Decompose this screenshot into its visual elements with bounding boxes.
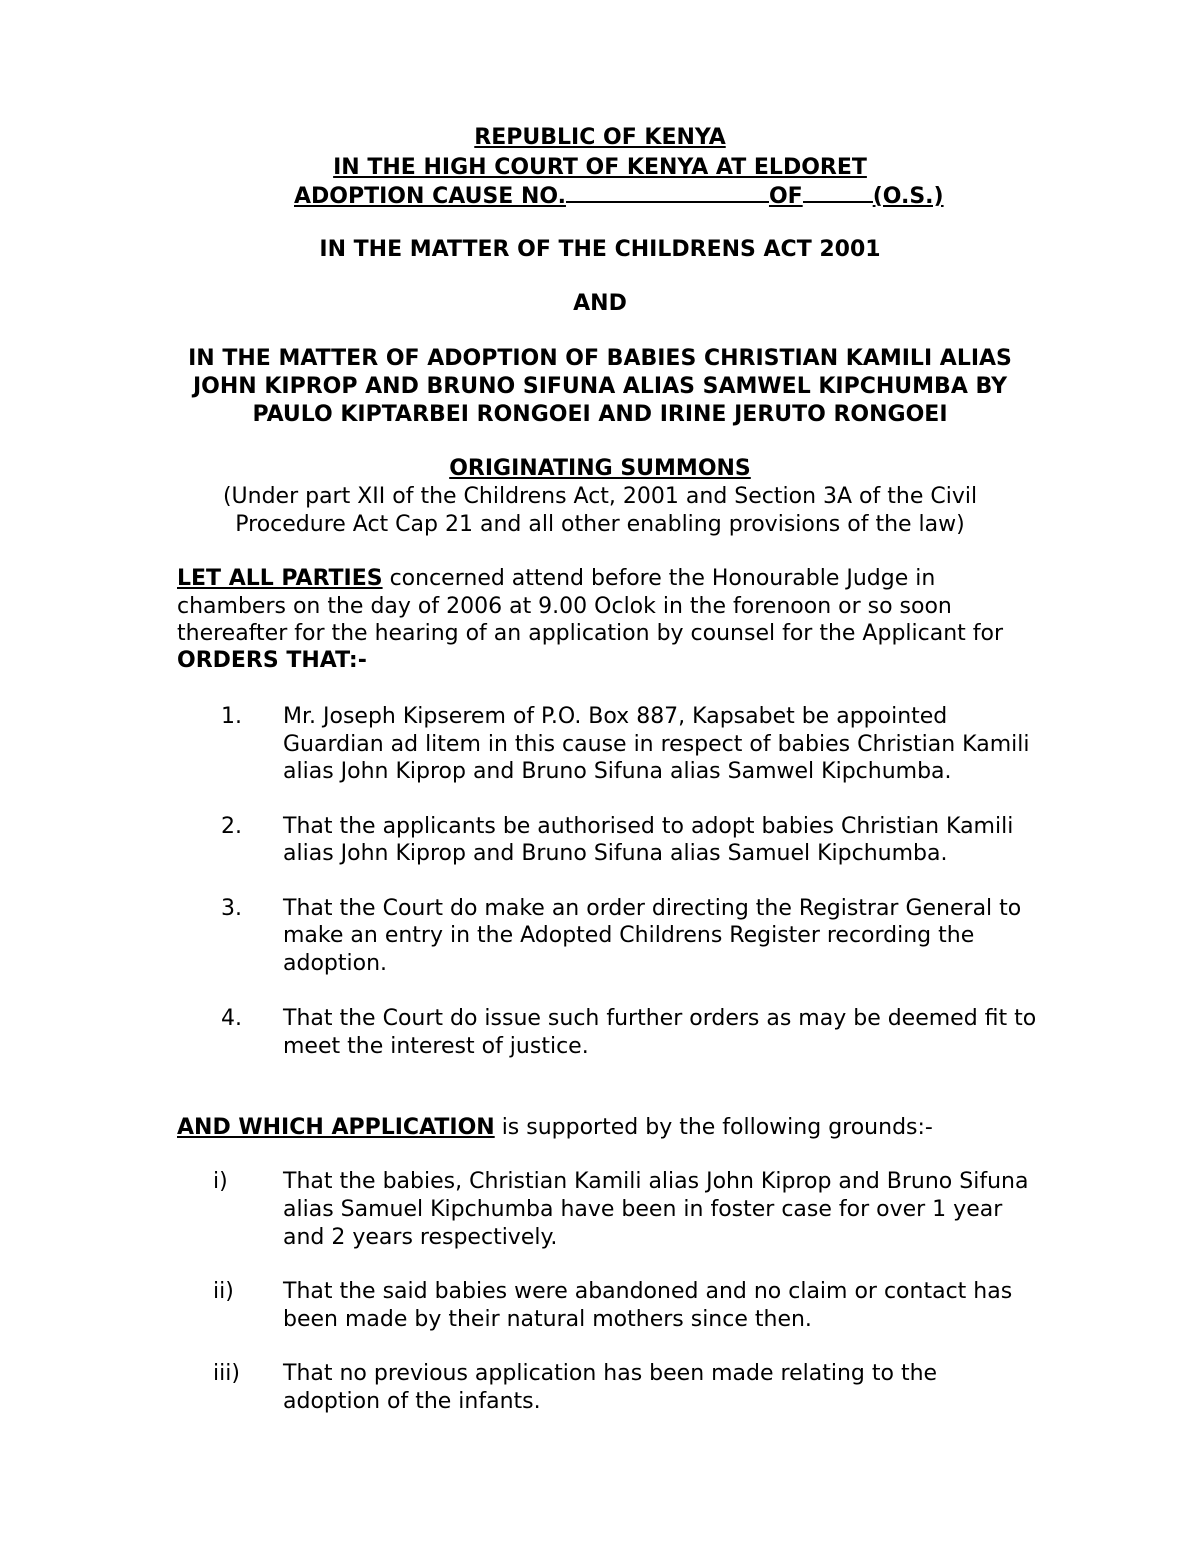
order-1-line-2: Guardian ad litem in this cause in respect of babies Christian Kamili xyxy=(283,732,1030,757)
application-line xyxy=(177,1114,933,1142)
intro-line-2: chambers on the day of 2006 at 9.00 Oclok in the forenoon or so soon xyxy=(177,594,952,619)
summons-subtitle-line-1: (Under part XII of the Childrens Act, 2001 and Section 3A of the Civil xyxy=(222,484,978,509)
order-4-line-2: meet the interest of justice. xyxy=(283,1034,589,1059)
intro-line-3: thereafter for the hearing of an application by counsel for the Applicant for xyxy=(177,621,1004,646)
order-4-number: 4. xyxy=(221,1006,242,1031)
ground-1-line-3: and 2 years respectively. xyxy=(283,1225,558,1250)
ground-3-number: iii) xyxy=(213,1361,240,1386)
order-2-line-1: That the applicants be authorised to adopt babies Christian Kamili xyxy=(283,814,1014,839)
ground-2-line-1: That the said babies were abandoned and no claim or contact has xyxy=(283,1279,1013,1304)
application-rest: is supported by the following grounds:- xyxy=(494,1115,933,1140)
order-2-line-2: alias John Kiprop and Bruno Sifuna alias Samuel Kipchumba. xyxy=(283,841,948,866)
order-4-line-1: That the Court do issue such further orders as may be deemed fit to xyxy=(283,1006,1037,1031)
ground-1-line-2: alias Samuel Kipchumba have been in foster case for over 1 year xyxy=(283,1197,1003,1222)
order-3-line-3: adoption. xyxy=(283,951,388,976)
order-2-number: 2. xyxy=(221,814,242,839)
order-1-line-1: Mr. Joseph Kipserem of P.O. Box 887, Kapsabet be appointed xyxy=(283,704,948,729)
order-3-line-2: make an entry in the Adopted Childrens Register recording the xyxy=(283,923,975,948)
ground-2-number: ii) xyxy=(213,1279,234,1304)
order-1-line-3: alias John Kiprop and Bruno Sifuna alias Samwel Kipchumba. xyxy=(283,759,952,784)
summons-title: ORIGINATING SUMMONS xyxy=(449,456,751,481)
header-republic: REPUBLIC OF KENYA xyxy=(474,125,726,150)
order-1-number: 1. xyxy=(221,704,242,729)
intro-line-1-rest: concerned attend before the Honourable Judge in xyxy=(382,566,936,591)
cause-label: ADOPTION CAUSE NO. xyxy=(294,184,566,209)
ground-3-line-2: adoption of the infants. xyxy=(283,1389,541,1414)
order-3-line-1: That the Court do make an order directing the Registrar General to xyxy=(283,896,1022,921)
matter-adoption-line-2: JOHN KIPROP AND BRUNO SIFUNA ALIAS SAMWEL KIPCHUMBA BY xyxy=(193,374,1007,399)
intro-lead: LET ALL PARTIES xyxy=(177,566,383,591)
header-court: IN THE HIGH COURT OF KENYA AT ELDORET xyxy=(333,155,867,180)
cause-number-blank xyxy=(566,181,769,203)
header-cause-line xyxy=(294,181,944,211)
cause-of: OF xyxy=(768,184,803,209)
ground-3-line-1: That no previous application has been made relating to the xyxy=(283,1361,938,1386)
ground-2-line-2: been made by their natural mothers since then. xyxy=(283,1307,812,1332)
matter-act: IN THE MATTER OF THE CHILDRENS ACT 2001 xyxy=(319,237,881,262)
intro-line-1 xyxy=(177,565,935,593)
cause-os: (O.S.) xyxy=(872,184,944,209)
matter-adoption-line-1: IN THE MATTER OF ADOPTION OF BABIES CHRISTIAN KAMILI ALIAS xyxy=(188,346,1012,371)
and-word: AND xyxy=(573,291,627,316)
summons-subtitle-line-2: Procedure Act Cap 21 and all other enabling provisions of the law) xyxy=(235,512,965,537)
cause-year-blank xyxy=(803,181,873,203)
order-3-number: 3. xyxy=(221,896,242,921)
ground-1-number: i) xyxy=(213,1169,228,1194)
intro-orders: ORDERS THAT:- xyxy=(177,648,367,673)
application-lead: AND WHICH APPLICATION xyxy=(177,1115,495,1140)
ground-1-line-1: That the babies, Christian Kamili alias John Kiprop and Bruno Sifuna xyxy=(283,1169,1029,1194)
matter-adoption-line-3: PAULO KIPTARBEI RONGOEI AND IRINE JERUTO RONGOEI xyxy=(252,402,948,427)
